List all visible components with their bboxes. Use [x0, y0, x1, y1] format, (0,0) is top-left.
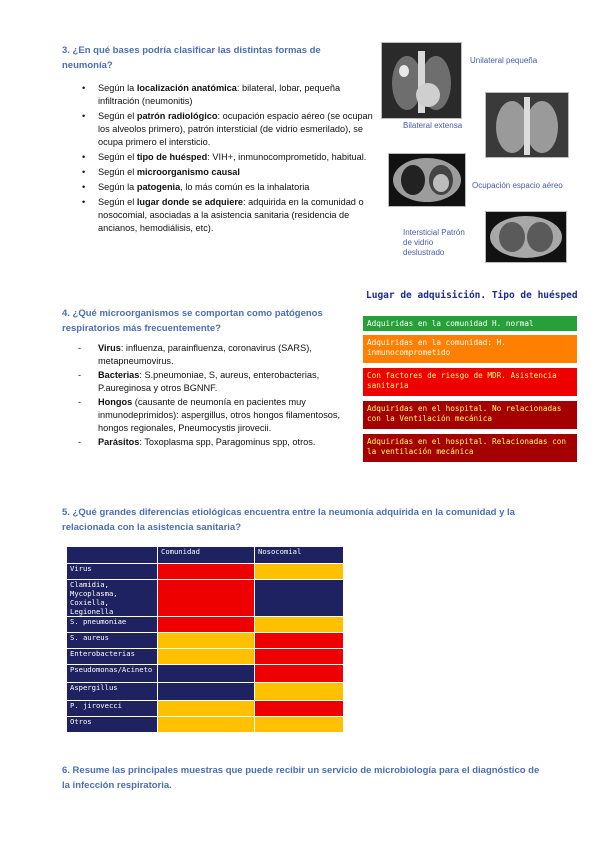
dash-marker: -	[78, 370, 82, 380]
bullet: •	[82, 111, 86, 121]
caption-bilateral: Bilateral extensa	[403, 121, 463, 130]
table-cell	[158, 617, 255, 633]
list-item: • Según el patrón radiológico: ocupación espacio aéreo (se ocupan los alveolos primero), patrón intersticial (de vidrio esmerilado), se ocupa primero el intersticio.	[82, 111, 373, 147]
lugar-row: Adquiridas en la comunidad: H. inmunocomprometido	[363, 335, 577, 363]
dash-marker: -	[78, 343, 82, 353]
list-item: • Según el microorganismo causal	[82, 167, 240, 177]
table-header-nosocomial: Nosocomial	[255, 547, 344, 564]
bullet: •	[82, 182, 86, 192]
q3-list	[76, 82, 382, 237]
table-cell	[255, 633, 344, 649]
ct-scan-image-3	[388, 153, 466, 207]
q4-list	[72, 342, 354, 450]
table-cell	[255, 683, 344, 701]
q3-question: 3. ¿En qué bases podría clasificar las distintas formas de neumonía?	[62, 45, 321, 71]
table-cell	[255, 580, 344, 617]
lugar-row: Con factores de riesgo de MDR. Asistencia sanitaria	[363, 368, 577, 396]
table-row-label: Clamidia, Mycoplasma, Coxiella, Legionella	[67, 580, 158, 617]
table-cell	[158, 683, 255, 701]
table-header-blank	[67, 547, 158, 564]
table-cell	[255, 701, 344, 717]
table-row-label: S. pneumoniae	[67, 617, 158, 633]
caption-ocupacion: Ocupación espacio aéreo	[472, 181, 563, 190]
table-header-comunidad: Comunidad	[158, 547, 255, 564]
table-cell	[158, 580, 255, 617]
list-item: • Según el tipo de huésped: VIH+, inmunocomprometido, habitual.	[82, 152, 367, 162]
etiology-table	[66, 546, 344, 733]
bullet: •	[82, 197, 86, 207]
table-cell	[255, 564, 344, 580]
lugar-row: Adquiridas en el hospital. No relacionadas con la Ventilación mecánica	[363, 401, 577, 429]
table-cell	[255, 665, 344, 683]
table-cell	[158, 665, 255, 683]
chest-xray-image-1	[381, 42, 462, 119]
table-cell	[255, 717, 344, 733]
chest-xray-image-2	[485, 92, 569, 158]
table-cell	[158, 649, 255, 665]
table-row-label: Pseudomonas/Acineto	[67, 665, 158, 683]
table-cell	[158, 701, 255, 717]
table-row-label: Enterobacterias	[67, 649, 158, 665]
table-cell	[255, 617, 344, 633]
bullet: •	[82, 152, 86, 162]
q4-question: 4. ¿Qué microorganismos se comportan como patógenos respiratorios más frecuentemente?	[62, 308, 323, 334]
lugar-row: Adquiridas en la comunidad H. normal	[363, 316, 577, 331]
caption-unilateral: Unilateral pequeña	[470, 56, 538, 65]
table-row-label: S. aureus	[67, 633, 158, 649]
list-item: - Bacterias: S.pneumoniae, S, aureus, enterobacterias, P.aureginosa y otros BGNNF.	[78, 370, 320, 393]
list-item: - Virus: influenza, parainfluenza, coronavirus (SARS), metapneumovirus.	[78, 343, 312, 366]
table-row-label: Virus	[67, 564, 158, 580]
table-row-label: Otros	[67, 717, 158, 733]
list-item: - Hongos (causante de neumonía en pacientes muy inmunodeprimidos): aspergillus, otros hongos filamentosos, hongos regionales, Pneumocystis jirovecii.	[78, 397, 341, 433]
list-item: - Parásitos: Toxoplasma spp, Paragominus spp, otros.	[78, 437, 316, 447]
list-item: • Según la patogenia, lo más común es la inhalatoria	[82, 182, 310, 192]
q5-question: 5. ¿Qué grandes diferencias etiológicas encuentra entre la neumonía adquirida en la comunidad y la relacionada con la asistencia sanitaria?	[62, 507, 515, 533]
bullet: •	[82, 167, 86, 177]
bullet: •	[82, 83, 86, 93]
dash-marker: -	[78, 437, 82, 447]
table-row-label: Aspergillus	[67, 683, 158, 701]
list-item: • Según el lugar donde se adquiere: adquirida en la comunidad o nosocomial, asociadas a la asistencia sanitaria (residencia de ancianos, hemodiálisis, etc).	[82, 197, 364, 233]
list-item: • Según la localización anatómica: bilateral, lobar, pequeña infiltración (neumonitis)	[82, 83, 341, 106]
table-cell	[158, 717, 255, 733]
table-cell	[255, 649, 344, 665]
lugar-row: Adquiridas en el hospital. Relacionadas con la ventilación mecánica	[363, 434, 577, 462]
table-cell	[158, 633, 255, 649]
dash-marker: -	[78, 397, 82, 407]
q6-question: 6. Resume las principales muestras que puede recibir un servicio de microbiología para el diagnóstico de la infección respiratoria.	[62, 765, 540, 791]
caption-intersticial: Intersticial Patrón de vidrio deslustrado	[403, 228, 465, 257]
table-cell	[158, 564, 255, 580]
table-row-label: P. jirovecci	[67, 701, 158, 717]
lugar-title: Lugar de adquisición. Tipo de huésped	[366, 290, 578, 301]
ct-scan-image-4	[485, 211, 567, 263]
